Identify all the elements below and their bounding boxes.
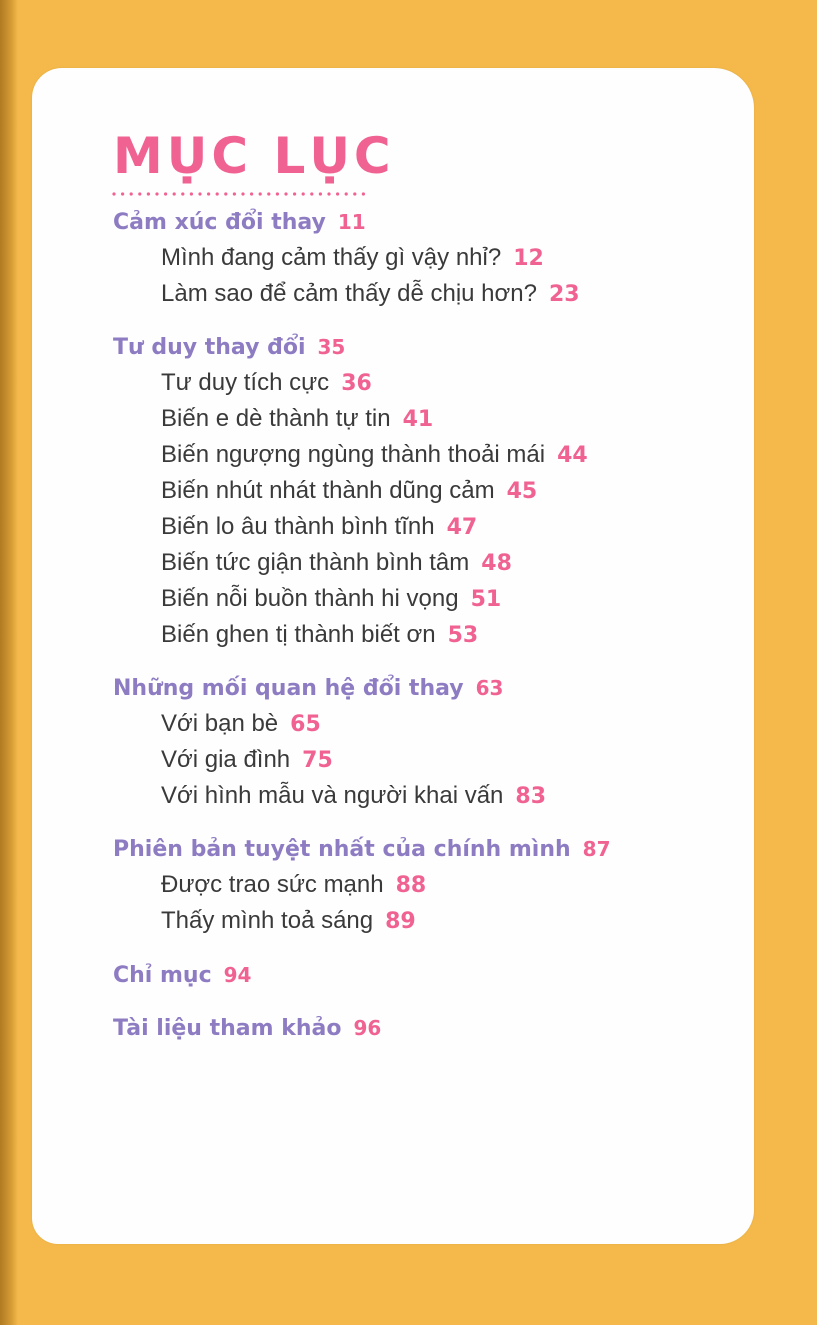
entry-label: Với bạn bè <box>161 710 279 737</box>
underline-dot <box>241 192 244 195</box>
entry-label: Biến ghen tị thành biết ơn <box>161 621 436 648</box>
underline-dot <box>121 192 124 195</box>
underline-dot <box>345 192 348 195</box>
entry-label: Được trao sức mạnh <box>161 871 384 898</box>
section-heading[interactable] <box>113 207 366 238</box>
entry-page-number: 12 <box>513 246 544 271</box>
toc-entry[interactable] <box>161 476 537 507</box>
underline-dot <box>130 192 133 195</box>
entry-label: Biến tức giận thành bình tâm <box>161 549 470 576</box>
entry-page-number: 65 <box>290 712 321 737</box>
page-title: MỤC LỤC <box>113 127 395 185</box>
entry-label: Biến e dè thành tự tin <box>161 405 391 432</box>
section-heading[interactable] <box>113 834 611 865</box>
section-label: Chỉ mục <box>113 963 212 988</box>
underline-dot <box>233 192 236 195</box>
toc-entry[interactable] <box>161 745 333 776</box>
section-heading[interactable] <box>113 332 345 363</box>
section-page-number: 94 <box>223 963 252 987</box>
entry-page-number: 44 <box>557 443 588 468</box>
toc-entry[interactable] <box>161 368 372 399</box>
underline-dot <box>267 192 270 195</box>
underline-dot <box>276 192 279 195</box>
entry-page-number: 75 <box>302 748 333 773</box>
toc-entry[interactable] <box>161 709 321 740</box>
entry-page-number: 83 <box>515 784 547 809</box>
underline-dot <box>216 192 219 195</box>
section-label: Tư duy thay đổi <box>113 335 306 360</box>
entry-label: Mình đang cảm thấy gì vậy nhỉ? <box>161 244 502 271</box>
section-label: Phiên bản tuyệt nhất của chính mình <box>113 837 571 862</box>
underline-dot <box>284 192 287 195</box>
section-heading[interactable] <box>113 673 503 704</box>
section-heading[interactable] <box>113 1013 381 1044</box>
underline-dot <box>336 192 339 195</box>
underline-dot <box>173 192 176 195</box>
entry-label: Thấy mình toả sáng <box>161 907 374 934</box>
section-page-number: 11 <box>337 210 366 234</box>
entry-label: Với gia đình <box>161 746 291 773</box>
entry-page-number: 23 <box>548 282 580 307</box>
entry-page-number: 89 <box>385 909 416 934</box>
entry-label: Làm sao để cảm thấy dễ chịu hơn? <box>161 280 537 307</box>
section-page-number: 96 <box>353 1016 382 1040</box>
toc-entry[interactable] <box>161 512 477 543</box>
section-page-number: 63 <box>475 676 504 700</box>
section-heading[interactable] <box>113 960 251 991</box>
section-label: Cảm xúc đổi thay <box>113 210 326 235</box>
underline-dot <box>302 192 305 195</box>
underline-dot <box>310 192 313 195</box>
entry-label: Biến nhút nhát thành dũng cảm <box>161 477 495 504</box>
entry-page-number: 48 <box>481 551 512 576</box>
toc-entry[interactable] <box>161 781 546 812</box>
underline-dot <box>181 192 184 195</box>
section-page-number: 35 <box>317 335 346 359</box>
underline-dot <box>190 192 193 195</box>
toc-entry[interactable] <box>161 279 580 310</box>
underline-dot <box>207 192 210 195</box>
underline-dot <box>147 192 150 195</box>
entry-page-number: 88 <box>395 873 427 898</box>
entry-label: Biến ngượng ngùng thành thoải mái <box>161 441 546 468</box>
toc-entry[interactable] <box>161 870 426 901</box>
toc-entry[interactable] <box>161 548 512 579</box>
book-spine-shadow <box>0 0 18 1325</box>
underline-dot <box>112 192 115 195</box>
entry-page-number: 36 <box>341 371 372 396</box>
entry-page-number: 45 <box>506 479 538 504</box>
toc-entry[interactable] <box>161 620 478 651</box>
underline-dot <box>327 192 330 195</box>
entry-label: Tư duy tích cực <box>161 369 330 396</box>
underline-dot <box>353 192 356 195</box>
section-label: Tài liệu tham khảo <box>113 1016 342 1041</box>
underline-dot <box>198 192 201 195</box>
underline-dot <box>224 192 227 195</box>
underline-dot <box>362 192 365 195</box>
section-page-number: 87 <box>582 837 611 861</box>
title-dotted-underline <box>111 190 369 198</box>
underline-dot <box>259 192 262 195</box>
toc-entry[interactable] <box>161 906 416 937</box>
entry-page-number: 47 <box>446 515 478 540</box>
entry-page-number: 51 <box>470 587 502 612</box>
underline-dot <box>293 192 296 195</box>
toc-entry[interactable] <box>161 440 588 471</box>
toc-entry[interactable] <box>161 404 433 435</box>
entry-label: Với hình mẫu và người khai vấn <box>161 782 504 809</box>
underline-dot <box>138 192 141 195</box>
underline-dot <box>250 192 253 195</box>
underline-dot <box>164 192 167 195</box>
entry-page-number: 53 <box>447 623 479 648</box>
toc-entry[interactable] <box>161 584 501 615</box>
underline-dot <box>319 192 322 195</box>
entry-label: Biến lo âu thành bình tĩnh <box>161 513 435 540</box>
section-label: Những mối quan hệ đổi thay <box>113 676 464 701</box>
toc-entry[interactable] <box>161 243 544 274</box>
entry-page-number: 41 <box>402 407 434 432</box>
underline-dot <box>155 192 158 195</box>
entry-label: Biến nỗi buồn thành hi vọng <box>161 585 459 612</box>
